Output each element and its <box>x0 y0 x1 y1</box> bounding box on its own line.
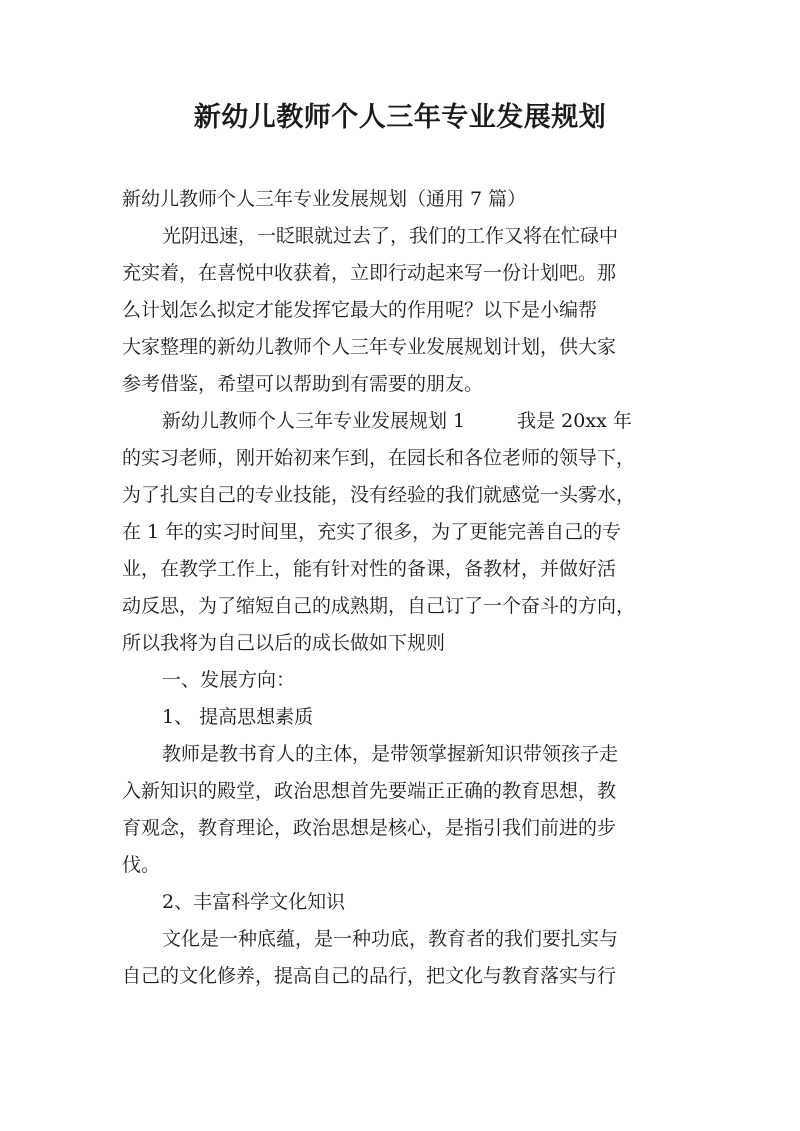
intro-line: 参考借鉴，希望可以帮助到有需要的朋友。 <box>122 373 484 395</box>
item-2-line: 自己的文化修养，提高自己的品行，把文化与教育落实与行 <box>122 965 617 987</box>
item-2-title: 2、丰富科学文化知识 <box>162 891 346 913</box>
intro-line: 充实着，在喜悦中收获着，立即行动起来写一份计划吧。那 <box>122 262 617 284</box>
item-1-line: 入新知识的殿堂，政治思想首先要端正正确的教育思想，教 <box>122 780 617 802</box>
heading-direction: 一、发展方向： <box>162 669 296 691</box>
intro-line: 光阴迅速，一眨眼就过去了，我们的工作又将在忙碌中 <box>162 225 619 247</box>
section-1-first-line-tail: 我是 20xx 年 <box>517 410 632 432</box>
item-2-line: 文化是一种底蕴，是一种功底，教育者的我们要扎实与 <box>162 928 619 950</box>
section-1-line: 为了扎实自己的专业技能，没有经验的我们就感觉一头雾水， <box>122 484 636 506</box>
section-1-line: 所以我将为自己以后的成长做如下规则 <box>122 632 446 654</box>
section-1-first-line <box>122 403 682 440</box>
intro-line: 大家整理的新幼儿教师个人三年专业发展规划计划，供大家 <box>122 336 617 358</box>
item-1-line: 教师是教书育人的主体，是带领掌握新知识带领孩子走 <box>162 743 619 765</box>
section-1-line: 业，在教学工作上，能有针对性的备课，备教材，并做好活 <box>122 558 617 580</box>
item-1-line: 育观念，教育理论，政治思想是核心，是指引我们前进的步 <box>122 817 617 839</box>
section-1-line: 动反思，为了缩短自己的成熟期，自己订了一个奋斗的方向， <box>122 595 636 617</box>
document-title: 新幼儿教师个人三年专业发展规划 <box>193 102 607 133</box>
document-body <box>122 181 682 995</box>
section-1-heading: 新幼儿教师个人三年专业发展规划 1 <box>162 410 466 432</box>
intro-line: 么计划怎么拟定才能发挥它最大的作用呢？以下是小编帮 <box>122 299 598 321</box>
section-1-line: 的实习老师，刚开始初来乍到，在园长和各位老师的领导下， <box>122 447 636 469</box>
document-subtitle: 新幼儿教师个人三年专业发展规划（通用 7 篇） <box>122 188 527 210</box>
section-1-line: 在 1 年的实习时间里，充实了很多，为了更能完善自己的专 <box>122 521 622 543</box>
item-1-title: 1、 提高思想素质 <box>162 706 314 728</box>
item-1-line: 伐。 <box>122 854 161 876</box>
